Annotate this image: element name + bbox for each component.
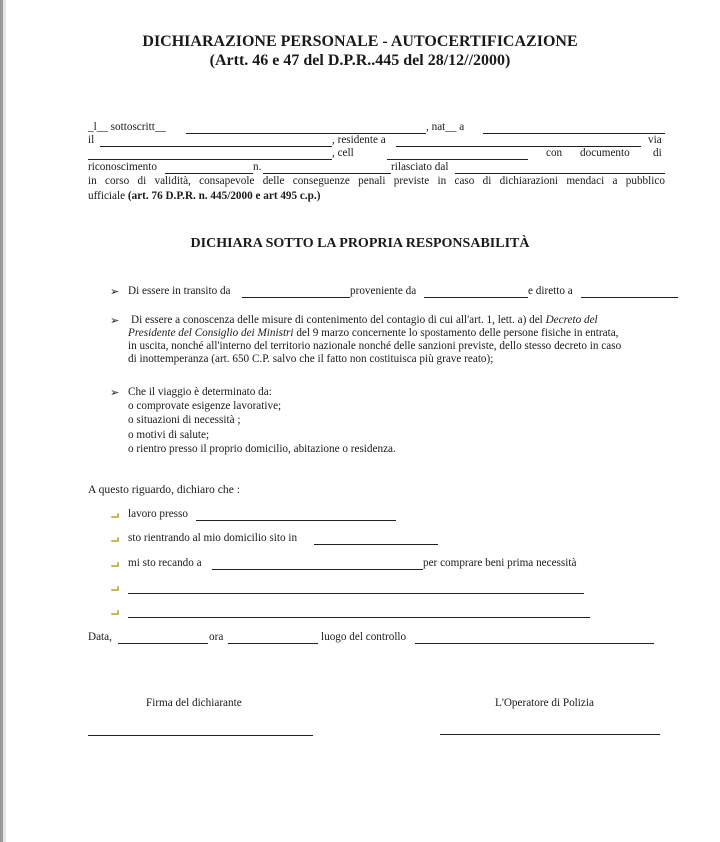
name-field[interactable] <box>186 133 426 134</box>
issued-by-field[interactable] <box>455 173 665 174</box>
transit-from-field[interactable] <box>242 297 350 298</box>
checkbox-icon[interactable] <box>111 561 119 567</box>
document-number-field[interactable] <box>263 173 391 174</box>
word: a <box>612 175 618 187</box>
home-address-field[interactable] <box>314 544 438 545</box>
travel-option-health[interactable]: o motivi di salute; <box>128 429 210 441</box>
ora-label: ora <box>209 631 224 643</box>
checkbox-icon[interactable] <box>111 609 119 615</box>
documento-label: documento <box>580 147 630 159</box>
decree-title: Decreto del <box>545 314 598 326</box>
signature-officer-field[interactable] <box>440 734 660 735</box>
other-reason-field[interactable] <box>128 593 584 594</box>
travel-option-necessity[interactable]: o situazioni di necessità ; <box>128 414 241 426</box>
word: delle <box>262 175 285 187</box>
signature-declarant-label: Firma del dichiarante <box>146 697 242 709</box>
checkbox-icon[interactable] <box>111 585 119 591</box>
knowledge-text: Di essere a conoscenza delle misure di contenimento del contagio di cui all'art. 1, lett. a) del <box>131 314 543 326</box>
decree-title: Presidente del Consiglio dei Ministri <box>128 327 294 339</box>
sottoscritto-label: _l__ sottoscritt__ <box>88 121 167 133</box>
travel-bullet <box>110 386 130 399</box>
knowledge-line-1 <box>131 314 598 326</box>
numero-label: n. <box>253 161 262 173</box>
word: dichiarazioni <box>499 175 559 187</box>
word: consapevole <box>199 175 255 187</box>
riconoscimento-label: riconoscimento <box>88 161 157 173</box>
checkbox-icon[interactable] <box>111 512 119 518</box>
word: mendaci <box>566 175 605 187</box>
street-field[interactable] <box>88 159 332 160</box>
nato-label: , nat__ a <box>426 121 465 133</box>
knowledge-line-4: di inottemperanza (art. 650 C.P. salvo che il fatto non costituisca più grave reato); <box>128 353 494 365</box>
going-to-field[interactable] <box>212 569 423 570</box>
word: conseguenze <box>292 175 350 187</box>
via-label: via <box>648 134 662 146</box>
arrow-bullet-icon: ➢ <box>110 286 120 298</box>
cell-label: , cell <box>332 147 354 159</box>
work-label: lavoro presso <box>128 508 188 520</box>
arrow-bullet-icon: ➢ <box>110 315 120 327</box>
date-field[interactable] <box>118 643 208 644</box>
cell-field[interactable] <box>387 159 528 160</box>
word: penali <box>358 175 386 187</box>
word: previste <box>393 175 430 187</box>
other-reason-field-2[interactable] <box>128 617 590 618</box>
time-field[interactable] <box>228 643 318 644</box>
word: corso <box>104 175 130 187</box>
declaration-heading: DICHIARA SOTTO LA PROPRIA RESPONSABILITÀ <box>190 236 530 251</box>
arrow-bullet-icon: ➢ <box>110 387 120 399</box>
travel-option-return-home[interactable]: o rientro presso il proprio domicilio, abitazione o residenza. <box>128 443 396 455</box>
data-label: Data, <box>88 631 112 643</box>
di-label: di <box>653 147 662 159</box>
knowledge-text: del 9 marzo concernente lo spostamento delle persone fisiche in entrata, <box>296 327 619 339</box>
control-place-field[interactable] <box>415 643 654 644</box>
knowledge-line-2 <box>128 327 618 339</box>
validity-statement <box>88 175 665 187</box>
il-label: il <box>88 134 95 146</box>
signature-declarant-field[interactable] <box>88 735 313 736</box>
legal-reference <box>88 190 320 202</box>
destination-field[interactable] <box>581 297 678 298</box>
word: caso <box>454 175 475 187</box>
transit-label: Di essere in transito da <box>128 285 231 297</box>
residente-label: , residente a <box>332 134 386 146</box>
signature-officer-label: L'Operatore di Polizia <box>495 697 594 709</box>
details-intro: A questo riguardo, dichiaro che : <box>88 483 240 496</box>
transit-item <box>110 285 130 298</box>
going-suffix: per comprare beni prima necessità <box>423 557 577 569</box>
con-label: con <box>546 147 563 159</box>
home-label: sto rientrando al mio domicilio sito in <box>128 532 298 544</box>
word: validità, <box>154 175 191 187</box>
word: pubblico <box>625 175 665 187</box>
birthdate-field[interactable] <box>100 146 332 147</box>
diretto-label: e diretto a <box>528 285 573 297</box>
travel-label: Che il viaggio è determinato da: <box>128 386 272 398</box>
going-label: mi sto recando a <box>128 557 202 569</box>
document-title: DICHIARAZIONE PERSONALE - AUTOCERTIFICAZIONE <box>142 33 578 50</box>
workplace-field[interactable] <box>196 520 396 521</box>
proveniente-label: proveniente da <box>350 285 417 297</box>
document-type-field[interactable] <box>165 173 253 174</box>
birthplace-field[interactable] <box>483 133 665 134</box>
word: in <box>88 175 97 187</box>
document-subtitle: (Artt. 46 e 47 del D.P.R..445 del 28/12//2000) <box>209 52 511 69</box>
word: di <box>482 175 492 187</box>
ufficiale-text: ufficiale <box>88 190 126 202</box>
word: di <box>137 175 147 187</box>
article-reference: (art. 76 D.P.R. n. 445/2000 e art 495 c.p.) <box>127 190 321 202</box>
knowledge-line-3: in uscita, nonché all'interno del territorio nazionale nonché delle sanzioni previste, dello stesso decreto in caso <box>128 340 622 352</box>
travel-option-work[interactable]: o comprovate esigenze lavorative; <box>128 400 282 412</box>
knowledge-bullet <box>110 314 130 327</box>
word: in <box>437 175 447 187</box>
checkbox-icon[interactable] <box>111 536 119 542</box>
rilasciato-label: rilasciato dal <box>391 161 449 173</box>
scan-edge-shadow <box>3 0 6 842</box>
origin-field[interactable] <box>424 297 528 298</box>
luogo-label: luogo del controllo <box>321 631 407 643</box>
